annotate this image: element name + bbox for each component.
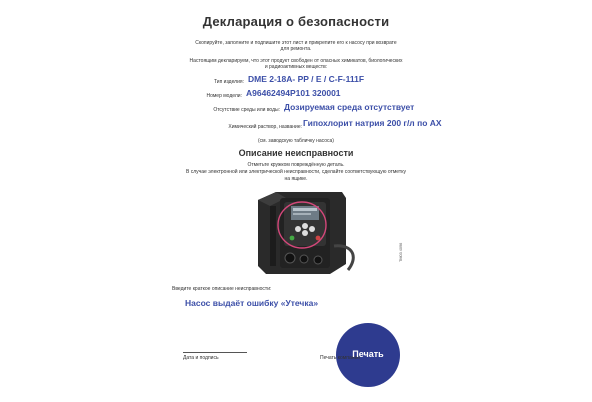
date-signature-label: Дата и подпись (183, 355, 219, 361)
fault-instruction-1: Отметьте кружком повреждённую деталь. (247, 162, 345, 168)
model-number-value: A96462494P101 320001 (246, 88, 341, 98)
fault-instruction-3: на ящике. (284, 176, 308, 182)
product-type-label: Тип изделия: (213, 79, 244, 85)
product-type-value: DME 2-18A- PP / E / C-F-111F (248, 74, 365, 84)
instruction-line-2: для ремонта. (280, 46, 312, 52)
no-medium-value: Дозируемая среда отсутствует (284, 102, 415, 112)
company-stamp-label: Печать компании (320, 355, 361, 361)
nameplate-note: (см. заводскую табличку насоса) (258, 138, 334, 144)
short-description-label: Введите краткое описание неисправности: (172, 286, 272, 292)
dosing-pump-image[interactable] (246, 186, 366, 286)
chemical-value: Гипохлорит натрия 200 г/л по АХ (303, 118, 442, 128)
signature-line (183, 352, 247, 353)
declaration-line-1: Настоящим декларируем, что этот продукт свободен от опасных химикатов, биологических (189, 58, 403, 64)
short-description-value: Насос выдаёт ошибку «Утечка» (185, 298, 319, 308)
model-number-label: Номер модели: (206, 93, 242, 99)
document-title: Декларация о безопасности (202, 14, 390, 29)
chemical-label: Химический раствор, название: (228, 124, 302, 130)
fault-instruction-2: В случае электронной или электрической неисправности, сделайте соответствующую отметку (186, 169, 406, 175)
instruction-line-1: Скопируйте, заполните и подпишите этот лист и прикрепите его к насосу при возврате (195, 40, 397, 46)
figure-code: TM03 4096 (399, 242, 403, 262)
no-medium-label: Отсутствие среды или воды: (213, 107, 280, 113)
fault-heading: Описание неисправности (238, 148, 354, 158)
declaration-line-2: и радиоактивных веществ: (264, 64, 328, 70)
stamp-text: Печать (352, 349, 384, 359)
